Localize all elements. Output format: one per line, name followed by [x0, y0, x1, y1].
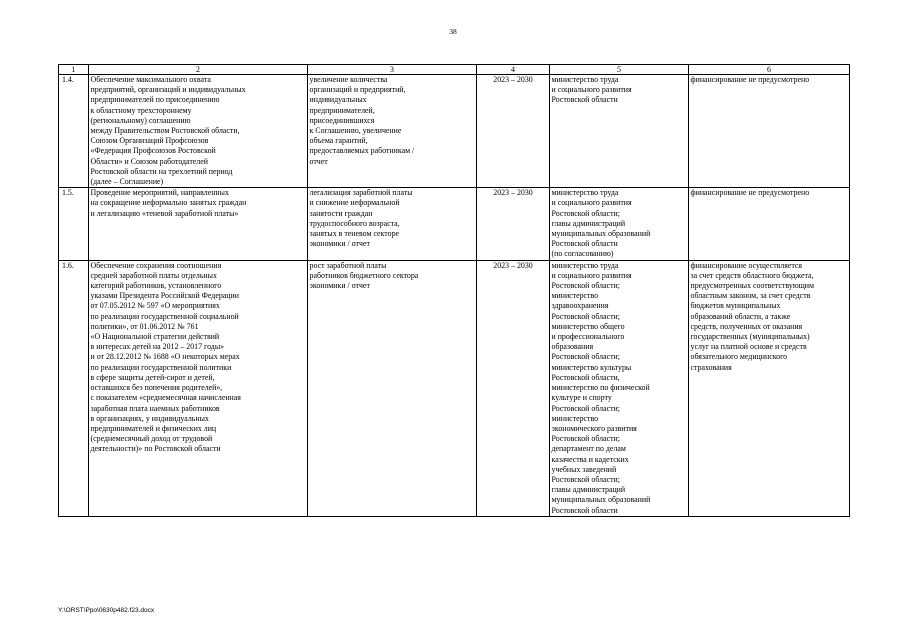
- measure-line: оставшихся без попечения родителей»,: [90, 383, 223, 393]
- executor-line: министерство по физической: [551, 383, 650, 393]
- financing-line: областным законом, за счет средств: [690, 291, 811, 301]
- executor-line: казачества и кадетских: [551, 454, 629, 464]
- executor-line: Ростовской области;: [551, 474, 620, 484]
- executor-line: Ростовской области,: [551, 372, 620, 382]
- result-line: занятости граждан: [309, 208, 373, 218]
- result-line: увеличение количества: [309, 75, 388, 84]
- measure-line: средней заработной платы отдельных: [90, 270, 217, 280]
- executor-line: главы администраций: [551, 485, 626, 495]
- measure-line: и легализацию «теневой заработной платы»: [90, 208, 239, 218]
- measure-line: (региональному) соглашению: [90, 115, 191, 125]
- measure-line: на сокращение неформально занятых граждан: [90, 198, 247, 208]
- executor-line: главы администраций: [551, 218, 626, 228]
- measure-line: в сфере защиты детей-сирот и детей,: [90, 372, 215, 382]
- header-cell-num: 1: [59, 65, 89, 75]
- measure-line: Проведение мероприятий, направленных: [90, 188, 229, 198]
- measure-cell: [89, 188, 308, 260]
- result-line: к Соглашению, увеличение: [309, 126, 402, 136]
- measure-line: Обеспечение максимального охвата: [90, 75, 211, 84]
- executor-line: учебных заведений: [551, 464, 617, 474]
- row-number-cell: 1.6.: [59, 260, 89, 516]
- executor-line: Ростовской области;: [551, 311, 620, 321]
- financing-line: за счет средств областного бюджета,: [690, 270, 814, 280]
- measure-line: предприятий, организаций и индивидуальных: [90, 85, 246, 95]
- table-row: [59, 188, 850, 260]
- result-line: присоединившихся: [309, 115, 375, 125]
- executor-line: Ростовской области;: [551, 281, 620, 291]
- measure-line: в организациях, у индивидуальных: [90, 413, 209, 423]
- measure-line: указами Президента Российской Федерации: [90, 291, 239, 301]
- row-number-cell: 1.4.: [59, 75, 89, 188]
- measure-line: Области» и Союзом работодателей: [90, 156, 208, 166]
- financing-cell: [689, 188, 850, 260]
- header-row: [59, 65, 850, 75]
- result-line: рост заработной платы: [309, 260, 387, 270]
- financing-line: государственных (муниципальных): [690, 332, 810, 342]
- financing-line: предусмотренных соответствующим: [690, 281, 815, 291]
- measure-line: Обеспечение сохранения соотношения: [90, 260, 222, 270]
- period-cell: 2023 – 2030: [477, 260, 550, 516]
- executor-line: министерство труда: [551, 75, 619, 84]
- measure-line: «О Национальной стратегии действий: [90, 332, 220, 342]
- executor-line: (по согласованию): [551, 249, 614, 259]
- footer-file-path: Y:\ORST\Ppo\0630p482.f23.docx: [58, 607, 155, 614]
- measure-cell: [89, 260, 308, 516]
- measure-line: деятельности)» по Ростовской области: [90, 444, 221, 454]
- executor-cell: [550, 260, 689, 516]
- measure-line: (далее – Соглашение): [90, 177, 164, 187]
- header-cell-period: 4: [477, 65, 550, 75]
- measure-line: категорий работников, установленного: [90, 281, 222, 291]
- measure-line: по реализации государственной социальной: [90, 311, 239, 321]
- measure-line: Ростовской области на трехлетний период: [90, 166, 233, 176]
- executor-line: департамент по делам: [551, 444, 626, 454]
- measure-line: заработная плата наемных работников: [90, 403, 220, 413]
- financing-line: услуг на платной основе и средств: [690, 342, 807, 352]
- result-line: экономики / отчет: [309, 281, 370, 291]
- executor-line: министерство общего: [551, 321, 625, 331]
- financing-cell: [689, 260, 850, 516]
- measure-cell: [89, 75, 308, 188]
- table-row: [59, 75, 850, 188]
- financing-line: образований области, а также: [690, 311, 791, 321]
- executor-line: министерство культуры: [551, 362, 632, 372]
- measure-line: между Правительством Ростовской области,: [90, 126, 240, 136]
- executor-line: Ростовской области: [551, 505, 618, 515]
- measure-line: от 07.05.2012 № 597 «О мероприятиях: [90, 301, 220, 311]
- result-line: предпринимателей,: [309, 105, 375, 115]
- measure-line: по реализации государственной политики: [90, 362, 232, 372]
- executor-cell: [550, 188, 689, 260]
- executor-line: Ростовской области: [551, 95, 618, 105]
- financing-line: страхования: [690, 362, 732, 372]
- financing-line: финансирование не предусмотрено: [690, 75, 810, 84]
- financing-line: бюджетов муниципальных: [690, 301, 781, 311]
- table-body: [59, 75, 850, 517]
- page-number: 38: [449, 27, 457, 36]
- result-cell: [308, 75, 477, 188]
- result-line: объема гарантий,: [309, 136, 368, 146]
- header-cell-financing: 6: [689, 65, 850, 75]
- result-line: и снижение неформальной: [309, 198, 400, 208]
- executor-line: Ростовской области;: [551, 208, 620, 218]
- executor-line: министерство: [551, 291, 599, 301]
- measure-line: к областному трехстороннему: [90, 105, 192, 115]
- executor-cell: [550, 75, 689, 188]
- measure-line: «Федерация Профсоюзов Ростовской: [90, 146, 216, 156]
- header-cell-measure: 2: [89, 65, 308, 75]
- header-cell-result: 3: [308, 65, 477, 75]
- result-line: легализация заработной платы: [309, 188, 413, 198]
- executor-line: министерство труда: [551, 260, 619, 270]
- executor-line: муниципальных образований: [551, 495, 651, 505]
- measure-line: политики», от 01.06.2012 № 761: [90, 321, 199, 331]
- result-line: предоставляемых работникам /: [309, 146, 415, 156]
- executor-line: здравоохранения: [551, 301, 609, 311]
- executor-line: Ростовской области;: [551, 434, 620, 444]
- table-row: [59, 260, 850, 516]
- measure-line: Союзом Организаций Профсоюзов: [90, 136, 209, 146]
- financing-cell: [689, 75, 850, 188]
- executor-line: и профессионального: [551, 332, 625, 342]
- result-line: занятых в теневом секторе: [309, 229, 400, 239]
- measure-line: предпринимателей по присоединению: [90, 95, 220, 105]
- result-line: экономики / отчет: [309, 239, 370, 249]
- measure-line: и от 28.12.2012 № 1688 «О некоторых мерах: [90, 352, 240, 362]
- executor-line: экономического развития: [551, 423, 637, 433]
- financing-line: финансирование не предусмотрено: [690, 188, 810, 198]
- executor-line: и социального развития: [551, 198, 632, 208]
- executor-line: культуре и спорту: [551, 393, 612, 403]
- result-line: организаций и предприятий,: [309, 85, 406, 95]
- result-cell: [308, 188, 477, 260]
- executor-line: Ростовской области: [551, 239, 618, 249]
- header-cell-executor: 5: [550, 65, 689, 75]
- period-cell: 2023 – 2030: [477, 75, 550, 188]
- period-cell: 2023 – 2030: [477, 188, 550, 260]
- measure-line: с показателем «среднемесячная начисленная: [90, 393, 241, 403]
- result-line: работников бюджетного сектора: [309, 270, 419, 280]
- executor-line: и социального развития: [551, 270, 632, 280]
- measure-line: (среднемесячный доход от трудовой: [90, 434, 213, 444]
- executor-line: и социального развития: [551, 85, 632, 95]
- executor-line: муниципальных образований: [551, 229, 651, 239]
- row-number-cell: 1.5.: [59, 188, 89, 260]
- executor-line: образования: [551, 342, 594, 352]
- executor-line: министерство труда: [551, 188, 619, 198]
- executor-line: министерство: [551, 413, 599, 423]
- financing-line: средств, полученных от оказания: [690, 321, 803, 331]
- result-line: индивидуальных: [309, 95, 367, 105]
- measure-line: в интересах детей на 2012 – 2017 годы»: [90, 342, 225, 352]
- result-cell: [308, 260, 477, 516]
- measures-table: [58, 64, 850, 517]
- result-line: отчет: [309, 156, 328, 166]
- financing-line: финансирование осуществляется: [690, 260, 803, 270]
- executor-line: Ростовской области;: [551, 352, 620, 362]
- result-line: трудоспособного возраста,: [309, 218, 400, 228]
- measure-line: предпринимателей и физических лиц: [90, 423, 217, 433]
- executor-line: Ростовской области;: [551, 403, 620, 413]
- financing-line: обязательного медицинского: [690, 352, 788, 362]
